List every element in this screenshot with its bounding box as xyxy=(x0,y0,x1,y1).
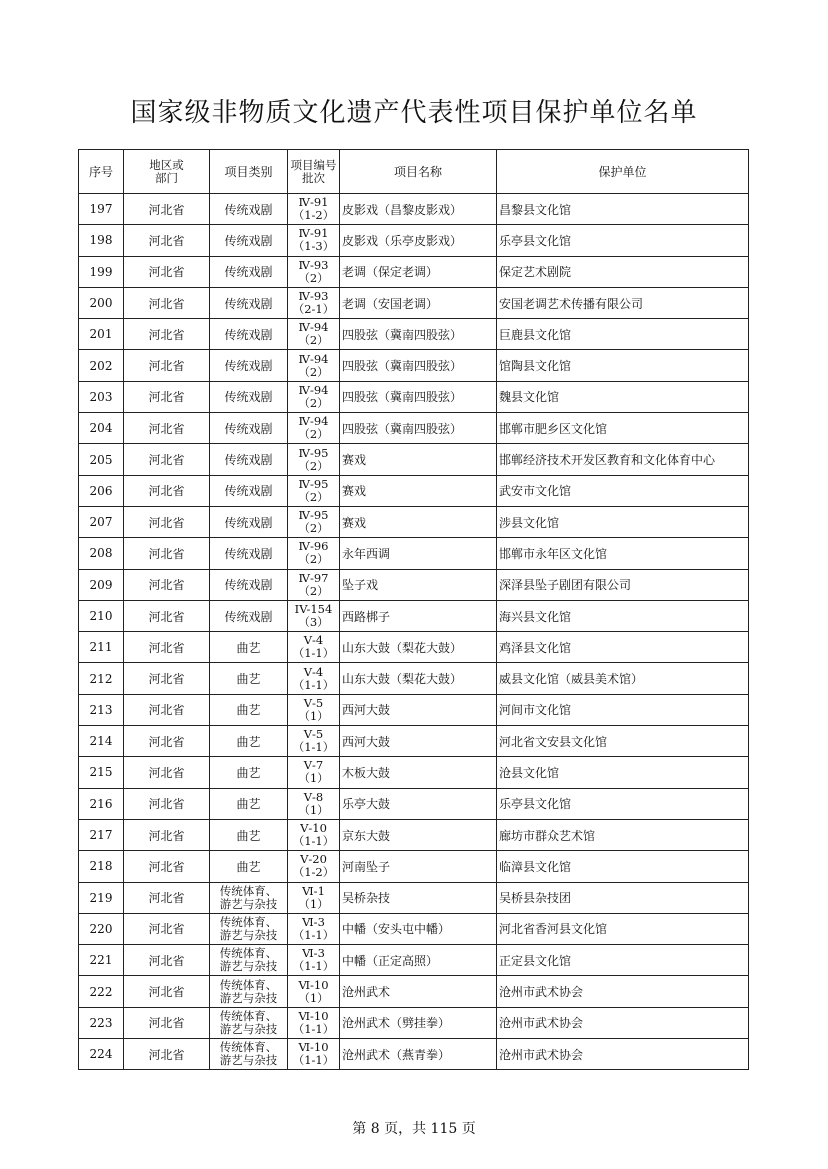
code-cell xyxy=(288,538,340,569)
header-seq: 序号 xyxy=(79,150,124,194)
table-row xyxy=(79,506,749,537)
table-row xyxy=(79,632,749,663)
category-cell xyxy=(210,913,288,944)
code-cell xyxy=(288,851,340,882)
table-row xyxy=(79,663,749,694)
category-cell: 传统戏剧 xyxy=(210,569,288,600)
code-cell xyxy=(288,757,340,788)
seq-cell: 217 xyxy=(79,819,124,850)
category-cell: 传统戏剧 xyxy=(210,475,288,506)
code-number: Ⅴ-10 xyxy=(300,821,327,836)
code-batch: （1-1） xyxy=(292,959,335,974)
code-batch: （1） xyxy=(298,802,329,817)
code-number: Ⅳ-93 xyxy=(298,257,329,272)
table-row xyxy=(79,757,749,788)
code-cell xyxy=(288,350,340,381)
protection-unit-cell: 河间市文化馆 xyxy=(497,694,749,725)
code-number: Ⅳ-95 xyxy=(298,445,329,460)
project-name-cell: 沧州武术（劈挂拳） xyxy=(340,1007,497,1038)
region-cell: 河北省 xyxy=(124,976,210,1007)
region-cell: 河北省 xyxy=(124,694,210,725)
protection-unit-cell: 沧州市武术协会 xyxy=(497,1039,749,1070)
code-cell xyxy=(288,194,340,225)
table-row xyxy=(79,538,749,569)
table-row xyxy=(79,319,749,350)
category-cell: 曲艺 xyxy=(210,726,288,757)
code-cell xyxy=(288,569,340,600)
header-row xyxy=(79,150,749,194)
code-cell xyxy=(288,913,340,944)
project-name-cell: 皮影戏（乐亭皮影戏） xyxy=(340,225,497,256)
protection-unit-cell: 乐亭县文化馆 xyxy=(497,788,749,819)
table-row xyxy=(79,287,749,318)
table-row xyxy=(79,1039,749,1070)
category-line1: 传统体育、 xyxy=(219,914,278,929)
region-cell: 河北省 xyxy=(124,600,210,631)
code-cell xyxy=(288,819,340,850)
seq-cell: 197 xyxy=(79,194,124,225)
header-category: 项目类别 xyxy=(210,150,288,194)
code-number: Ⅵ-10 xyxy=(298,1008,329,1023)
seq-cell: 214 xyxy=(79,726,124,757)
code-number: Ⅵ-10 xyxy=(298,1040,329,1055)
protection-unit-cell: 邯郸市肥乡区文化馆 xyxy=(497,413,749,444)
table-row xyxy=(79,882,749,913)
seq-cell: 213 xyxy=(79,694,124,725)
code-number: Ⅳ-95 xyxy=(298,508,329,523)
category-line1: 传统体育、 xyxy=(219,1040,278,1055)
code-number: Ⅳ-94 xyxy=(298,414,329,429)
header-name: 项目名称 xyxy=(340,150,497,194)
protection-unit-cell: 威县文化馆（威县美术馆） xyxy=(497,663,749,694)
seq-cell: 209 xyxy=(79,569,124,600)
code-cell xyxy=(288,726,340,757)
project-name-cell: 乐亭大鼓 xyxy=(340,788,497,819)
region-cell: 河北省 xyxy=(124,882,210,913)
project-name-cell: 山东大鼓（梨花大鼓） xyxy=(340,663,497,694)
code-cell xyxy=(288,444,340,475)
project-name-cell: 沧州武术 xyxy=(340,976,497,1007)
project-name-cell: 坠子戏 xyxy=(340,569,497,600)
category-cell xyxy=(210,976,288,1007)
seq-cell: 200 xyxy=(79,287,124,318)
code-number: Ⅴ-4 xyxy=(303,664,324,679)
region-cell: 河北省 xyxy=(124,506,210,537)
code-cell xyxy=(288,381,340,412)
code-batch: （1-1） xyxy=(292,834,335,849)
region-cell: 河北省 xyxy=(124,444,210,475)
code-cell xyxy=(288,413,340,444)
protection-unit-cell: 涉县文化馆 xyxy=(497,506,749,537)
header-code-line2: 批次 xyxy=(302,170,325,185)
project-name-cell: 四股弦（冀南四股弦） xyxy=(340,381,497,412)
project-name-cell: 西河大鼓 xyxy=(340,726,497,757)
protection-unit-cell: 河北省文安县文化馆 xyxy=(497,726,749,757)
category-line2: 游艺与杂技 xyxy=(219,927,278,942)
code-cell xyxy=(288,694,340,725)
project-name-cell: 河南坠子 xyxy=(340,851,497,882)
project-name-cell: 沧州武术（燕青拳） xyxy=(340,1039,497,1070)
code-batch: （1-3） xyxy=(292,239,335,254)
seq-cell: 208 xyxy=(79,538,124,569)
table-row xyxy=(79,1007,749,1038)
protection-unit-cell: 吴桥县杂技团 xyxy=(497,882,749,913)
table-row xyxy=(79,788,749,819)
protection-unit-cell: 正定县文化馆 xyxy=(497,945,749,976)
category-cell: 传统戏剧 xyxy=(210,538,288,569)
seq-cell: 210 xyxy=(79,600,124,631)
table-row xyxy=(79,413,749,444)
code-cell xyxy=(288,225,340,256)
code-batch: （1-1） xyxy=(292,1053,335,1068)
protection-unit-cell: 深泽县坠子剧团有限公司 xyxy=(497,569,749,600)
category-line2: 游艺与杂技 xyxy=(219,1053,278,1068)
protection-unit-cell: 馆陶县文化馆 xyxy=(497,350,749,381)
project-name-cell: 老调（安国老调） xyxy=(340,287,497,318)
seq-cell: 222 xyxy=(79,976,124,1007)
seq-cell: 203 xyxy=(79,381,124,412)
code-batch: （1） xyxy=(298,708,329,723)
project-name-cell: 中幡（安头屯中幡） xyxy=(340,913,497,944)
region-cell: 河北省 xyxy=(124,663,210,694)
project-name-cell: 老调（保定老调） xyxy=(340,256,497,287)
category-cell: 曲艺 xyxy=(210,663,288,694)
region-cell: 河北省 xyxy=(124,1007,210,1038)
region-cell: 河北省 xyxy=(124,538,210,569)
region-cell: 河北省 xyxy=(124,256,210,287)
table-row xyxy=(79,945,749,976)
region-cell: 河北省 xyxy=(124,819,210,850)
project-name-cell: 吴桥杂技 xyxy=(340,882,497,913)
code-number: Ⅵ-3 xyxy=(302,946,325,961)
code-batch: （2） xyxy=(298,427,329,442)
project-name-cell: 山东大鼓（梨花大鼓） xyxy=(340,632,497,663)
code-cell xyxy=(288,506,340,537)
header-region-line1: 地区或 xyxy=(149,157,184,172)
protection-unit-cell: 沧县文化馆 xyxy=(497,757,749,788)
table-row xyxy=(79,851,749,882)
code-number: Ⅳ-94 xyxy=(298,320,329,335)
category-cell: 传统戏剧 xyxy=(210,194,288,225)
seq-cell: 220 xyxy=(79,913,124,944)
table-row xyxy=(79,381,749,412)
code-cell xyxy=(288,475,340,506)
code-number: Ⅴ-5 xyxy=(303,727,324,742)
seq-cell: 218 xyxy=(79,851,124,882)
code-batch: （2） xyxy=(298,270,329,285)
code-number: Ⅳ-97 xyxy=(298,570,329,585)
page-title: 国家级非物质文化遗产代表性项目保护单位名单 xyxy=(130,98,698,128)
table-row xyxy=(79,194,749,225)
category-cell: 传统戏剧 xyxy=(210,506,288,537)
code-batch: （1-1） xyxy=(292,677,335,692)
category-cell: 曲艺 xyxy=(210,788,288,819)
table-row xyxy=(79,475,749,506)
code-number: Ⅵ-3 xyxy=(302,914,325,929)
code-number: Ⅳ-95 xyxy=(298,476,329,491)
code-number: Ⅳ-91 xyxy=(298,226,329,241)
code-batch: （2） xyxy=(298,489,329,504)
code-batch: （1-2） xyxy=(292,865,335,880)
category-cell: 曲艺 xyxy=(210,632,288,663)
code-cell xyxy=(288,976,340,1007)
table-row xyxy=(79,694,749,725)
code-cell xyxy=(288,287,340,318)
table-row xyxy=(79,225,749,256)
protection-unit-cell: 昌黎县文化馆 xyxy=(497,194,749,225)
code-number: Ⅵ-10 xyxy=(298,977,329,992)
seq-cell: 219 xyxy=(79,882,124,913)
category-cell: 传统戏剧 xyxy=(210,381,288,412)
project-name-cell: 赛戏 xyxy=(340,506,497,537)
region-cell: 河北省 xyxy=(124,194,210,225)
table-row xyxy=(79,350,749,381)
code-batch: （2-1） xyxy=(292,302,335,317)
code-number: Ⅳ-94 xyxy=(298,382,329,397)
project-name-cell: 四股弦（冀南四股弦） xyxy=(340,413,497,444)
region-cell: 河北省 xyxy=(124,757,210,788)
code-batch: （1） xyxy=(298,896,329,911)
project-name-cell: 永年西调 xyxy=(340,538,497,569)
seq-cell: 211 xyxy=(79,632,124,663)
code-number: Ⅳ-96 xyxy=(298,539,329,554)
code-batch: （2） xyxy=(298,333,329,348)
protection-unit-cell: 邯郸市永年区文化馆 xyxy=(497,538,749,569)
region-cell: 河北省 xyxy=(124,1039,210,1070)
category-cell: 曲艺 xyxy=(210,851,288,882)
code-number: Ⅴ-4 xyxy=(303,633,324,648)
region-cell: 河北省 xyxy=(124,569,210,600)
protection-unit-cell: 武安市文化馆 xyxy=(497,475,749,506)
code-number: Ⅴ-5 xyxy=(303,695,324,710)
region-cell: 河北省 xyxy=(124,319,210,350)
protection-unit-cell: 沧州市武术协会 xyxy=(497,1007,749,1038)
seq-cell: 201 xyxy=(79,319,124,350)
project-name-cell: 中幡（正定高照） xyxy=(340,945,497,976)
category-cell: 传统戏剧 xyxy=(210,225,288,256)
project-name-cell: 赛戏 xyxy=(340,444,497,475)
category-line1: 传统体育、 xyxy=(219,977,278,992)
code-number: Ⅳ-93 xyxy=(298,289,329,304)
protection-unit-cell: 巨鹿县文化馆 xyxy=(497,319,749,350)
category-line2: 游艺与杂技 xyxy=(219,1021,278,1036)
category-cell: 曲艺 xyxy=(210,694,288,725)
header-code xyxy=(288,150,340,194)
code-batch: （2） xyxy=(298,364,329,379)
seq-cell: 224 xyxy=(79,1039,124,1070)
project-name-cell: 赛戏 xyxy=(340,475,497,506)
code-number: Ⅳ-94 xyxy=(298,351,329,366)
category-cell xyxy=(210,882,288,913)
code-number: IV-154 xyxy=(294,602,333,616)
region-cell: 河北省 xyxy=(124,413,210,444)
table-row xyxy=(79,569,749,600)
seq-cell: 221 xyxy=(79,945,124,976)
region-cell: 河北省 xyxy=(124,851,210,882)
region-cell: 河北省 xyxy=(124,225,210,256)
category-cell xyxy=(210,1039,288,1070)
region-cell: 河北省 xyxy=(124,381,210,412)
header-region-line2: 部门 xyxy=(155,170,178,185)
category-line1: 传统体育、 xyxy=(219,1008,278,1023)
region-cell: 河北省 xyxy=(124,945,210,976)
header-region xyxy=(124,150,210,194)
category-cell: 传统戏剧 xyxy=(210,256,288,287)
project-name-cell: 京东大鼓 xyxy=(340,819,497,850)
category-cell xyxy=(210,945,288,976)
table-row xyxy=(79,444,749,475)
category-line2: 游艺与杂技 xyxy=(219,990,278,1005)
region-cell: 河北省 xyxy=(124,788,210,819)
protection-unit-cell: 安国老调艺术传播有限公司 xyxy=(497,287,749,318)
code-cell xyxy=(288,256,340,287)
code-cell xyxy=(288,600,340,631)
seq-cell: 198 xyxy=(79,225,124,256)
code-cell xyxy=(288,663,340,694)
category-line2: 游艺与杂技 xyxy=(219,896,278,911)
code-number: Ⅴ-20 xyxy=(300,852,327,867)
category-line1: 传统体育、 xyxy=(219,883,278,898)
code-batch: （1-2） xyxy=(292,208,335,223)
code-batch: （2） xyxy=(298,395,329,410)
protection-unit-cell: 廊坊市群众艺术馆 xyxy=(497,819,749,850)
category-cell xyxy=(210,1007,288,1038)
code-batch: （1-1） xyxy=(292,646,335,661)
header-code-line1: 项目编号 xyxy=(290,157,337,172)
category-line2: 游艺与杂技 xyxy=(219,959,278,974)
category-line1: 传统体育、 xyxy=(219,946,278,961)
category-cell: 传统戏剧 xyxy=(210,444,288,475)
table-row xyxy=(79,726,749,757)
project-name-cell: 木板大鼓 xyxy=(340,757,497,788)
project-name-cell: 西河大鼓 xyxy=(340,694,497,725)
protection-unit-cell: 鸡泽县文化馆 xyxy=(497,632,749,663)
region-cell: 河北省 xyxy=(124,475,210,506)
code-cell xyxy=(288,1007,340,1038)
region-cell: 河北省 xyxy=(124,632,210,663)
region-cell: 河北省 xyxy=(124,350,210,381)
region-cell: 河北省 xyxy=(124,287,210,318)
category-cell: 传统戏剧 xyxy=(210,413,288,444)
category-cell: 传统戏剧 xyxy=(210,319,288,350)
code-batch: （2） xyxy=(298,552,329,567)
project-name-cell: 皮影戏（昌黎皮影戏） xyxy=(340,194,497,225)
project-name-cell: 四股弦（冀南四股弦） xyxy=(340,319,497,350)
seq-cell: 205 xyxy=(79,444,124,475)
code-batch: （1-1） xyxy=(292,1021,335,1036)
code-number: Ⅵ-1 xyxy=(302,883,325,898)
seq-cell: 199 xyxy=(79,256,124,287)
code-batch: （1-1） xyxy=(292,740,335,755)
protection-unit-cell: 河北省香河县文化馆 xyxy=(497,913,749,944)
table-body xyxy=(79,194,749,1070)
category-cell: 传统戏剧 xyxy=(210,350,288,381)
code-cell xyxy=(288,632,340,663)
category-cell: 曲艺 xyxy=(210,819,288,850)
code-batch: （3） xyxy=(298,615,329,629)
seq-cell: 204 xyxy=(79,413,124,444)
seq-cell: 207 xyxy=(79,506,124,537)
category-cell: 传统戏剧 xyxy=(210,287,288,318)
code-batch: （2） xyxy=(298,583,329,598)
protection-unit-cell: 临漳县文化馆 xyxy=(497,851,749,882)
seq-cell: 206 xyxy=(79,475,124,506)
page-number: 第 8 页，共 115 页 xyxy=(352,1121,476,1137)
protection-unit-cell: 魏县文化馆 xyxy=(497,381,749,412)
category-cell: 传统戏剧 xyxy=(210,600,288,631)
protection-unit-cell: 沧州市武术协会 xyxy=(497,976,749,1007)
seq-cell: 202 xyxy=(79,350,124,381)
code-batch: （1） xyxy=(298,990,329,1005)
code-batch: （1） xyxy=(298,771,329,786)
seq-cell: 212 xyxy=(79,663,124,694)
code-cell xyxy=(288,945,340,976)
code-cell xyxy=(288,319,340,350)
region-cell: 河北省 xyxy=(124,913,210,944)
protection-unit-cell: 乐亭县文化馆 xyxy=(497,225,749,256)
protection-unit-cell: 邯郸经济技术开发区教育和文化体育中心 xyxy=(497,444,749,475)
code-number: Ⅴ-7 xyxy=(303,758,324,773)
code-cell xyxy=(288,1039,340,1070)
protection-unit-cell: 保定艺术剧院 xyxy=(497,256,749,287)
project-name-cell: 西路梆子 xyxy=(340,600,497,631)
code-batch: （1-1） xyxy=(292,927,335,942)
region-cell: 河北省 xyxy=(124,726,210,757)
unit-table xyxy=(78,149,749,1070)
category-cell: 曲艺 xyxy=(210,757,288,788)
table-row xyxy=(79,600,749,631)
code-cell xyxy=(288,882,340,913)
seq-cell: 215 xyxy=(79,757,124,788)
table-row xyxy=(79,819,749,850)
protection-unit-cell: 海兴县文化馆 xyxy=(497,600,749,631)
table-row xyxy=(79,913,749,944)
code-batch: （2） xyxy=(298,458,329,473)
code-batch: （2） xyxy=(298,521,329,536)
code-cell xyxy=(288,788,340,819)
table-row xyxy=(79,256,749,287)
code-number: Ⅴ-8 xyxy=(303,789,324,804)
seq-cell: 216 xyxy=(79,788,124,819)
project-name-cell: 四股弦（冀南四股弦） xyxy=(340,350,497,381)
seq-cell: 223 xyxy=(79,1007,124,1038)
code-number: Ⅳ-91 xyxy=(298,195,329,210)
header-unit: 保护单位 xyxy=(497,150,749,194)
table-row xyxy=(79,976,749,1007)
